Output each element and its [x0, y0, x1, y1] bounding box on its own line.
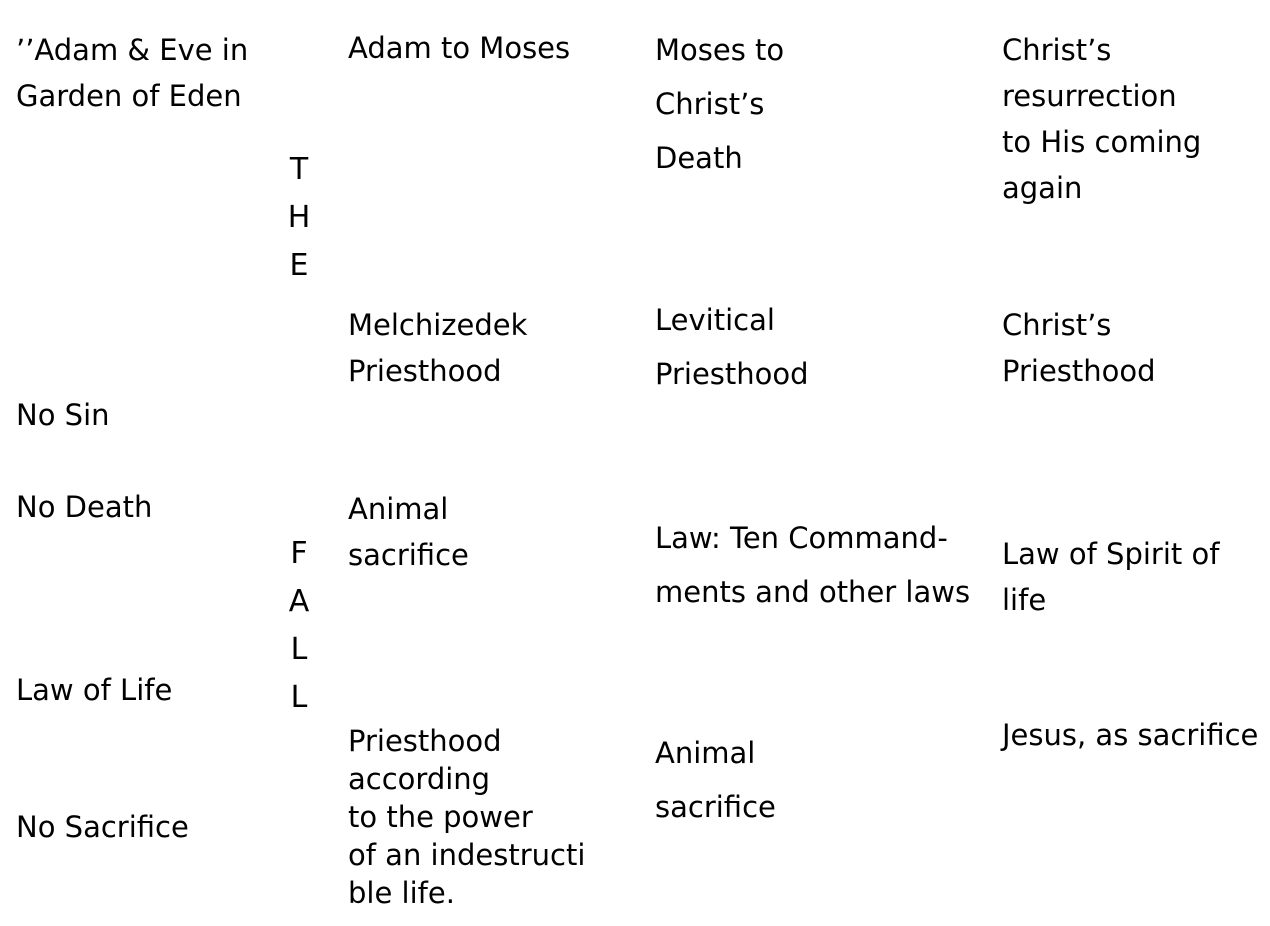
ten-commandments-line: Law: Ten Command- [655, 521, 948, 555]
the-vertical-label [284, 146, 314, 290]
moses-to-christ-line: Moses to [655, 33, 785, 67]
moses-to-christ-line: Christ’s [655, 87, 765, 121]
melchizedek-priesthood [348, 302, 527, 394]
fall-letter: L [290, 632, 308, 667]
melchizedek-line: Priesthood [348, 354, 502, 388]
levitical-line: Levitical [655, 303, 775, 337]
animal-sacrifice-line: sacrifice [348, 538, 469, 572]
adam-to-moses-heading: Adam to Moses [348, 31, 571, 65]
indestructible-life-line: of an indestructi [348, 838, 586, 872]
fall-letter: F [290, 536, 308, 571]
law-of-spirit-line: Law of Spirit of [1002, 537, 1220, 571]
resurrection-line: again [1002, 171, 1083, 205]
animal-sacrifice-line: Animal [348, 492, 449, 526]
ten-commandments-line: ments and other laws [655, 575, 971, 609]
eden-law-of-life: Law of Life [16, 673, 173, 707]
moses-to-christ-heading [655, 23, 784, 185]
law-of-spirit [1002, 531, 1219, 623]
law-of-spirit-line: life [1002, 583, 1047, 617]
eden-heading-line: Garden of Eden [16, 79, 242, 113]
christs-priesthood-line: Christ’s [1002, 308, 1112, 342]
christs-priesthood-line: Priesthood [1002, 354, 1156, 388]
resurrection-line: Christ’s [1002, 33, 1112, 67]
resurrection-heading [1002, 27, 1201, 211]
fall-vertical-label [284, 530, 314, 722]
indestructible-life-line: according [348, 762, 491, 796]
fall-letter: L [290, 680, 308, 715]
adam-to-moses-sacrifice [348, 486, 469, 578]
eden-no-sacrifice: No Sacrifice [16, 810, 189, 844]
animal-sacrifice-line: Animal [655, 736, 756, 770]
eden-no-death: No Death [16, 490, 153, 524]
christs-priesthood [1002, 302, 1156, 394]
jesus-as-sacrifice: Jesus, as sacrifice [1002, 718, 1259, 752]
eden-heading-line: ’’Adam & Eve in [16, 33, 249, 67]
eden-no-sin: No Sin [16, 398, 110, 432]
levitical-line: Priesthood [655, 357, 809, 391]
fall-letter: A [288, 584, 310, 619]
moses-to-christ-sacrifice [655, 726, 776, 834]
resurrection-line: resurrection [1002, 79, 1177, 113]
the-letter: H [287, 200, 311, 235]
eden-heading [16, 27, 248, 119]
the-letter: E [289, 248, 309, 283]
melchizedek-line: Melchizedek [348, 308, 528, 342]
indestructible-life-line: Priesthood [348, 724, 502, 758]
levitical-priesthood [655, 293, 809, 401]
ten-commandments-law [655, 511, 970, 619]
indestructible-life-line: ble life. [348, 876, 455, 910]
indestructible-life-line: to the power [348, 800, 533, 834]
indestructible-life-priesthood [348, 722, 585, 912]
animal-sacrifice-line: sacrifice [655, 790, 776, 824]
resurrection-line: to His coming [1002, 125, 1202, 159]
the-letter: T [289, 152, 309, 187]
moses-to-christ-line: Death [655, 141, 743, 175]
